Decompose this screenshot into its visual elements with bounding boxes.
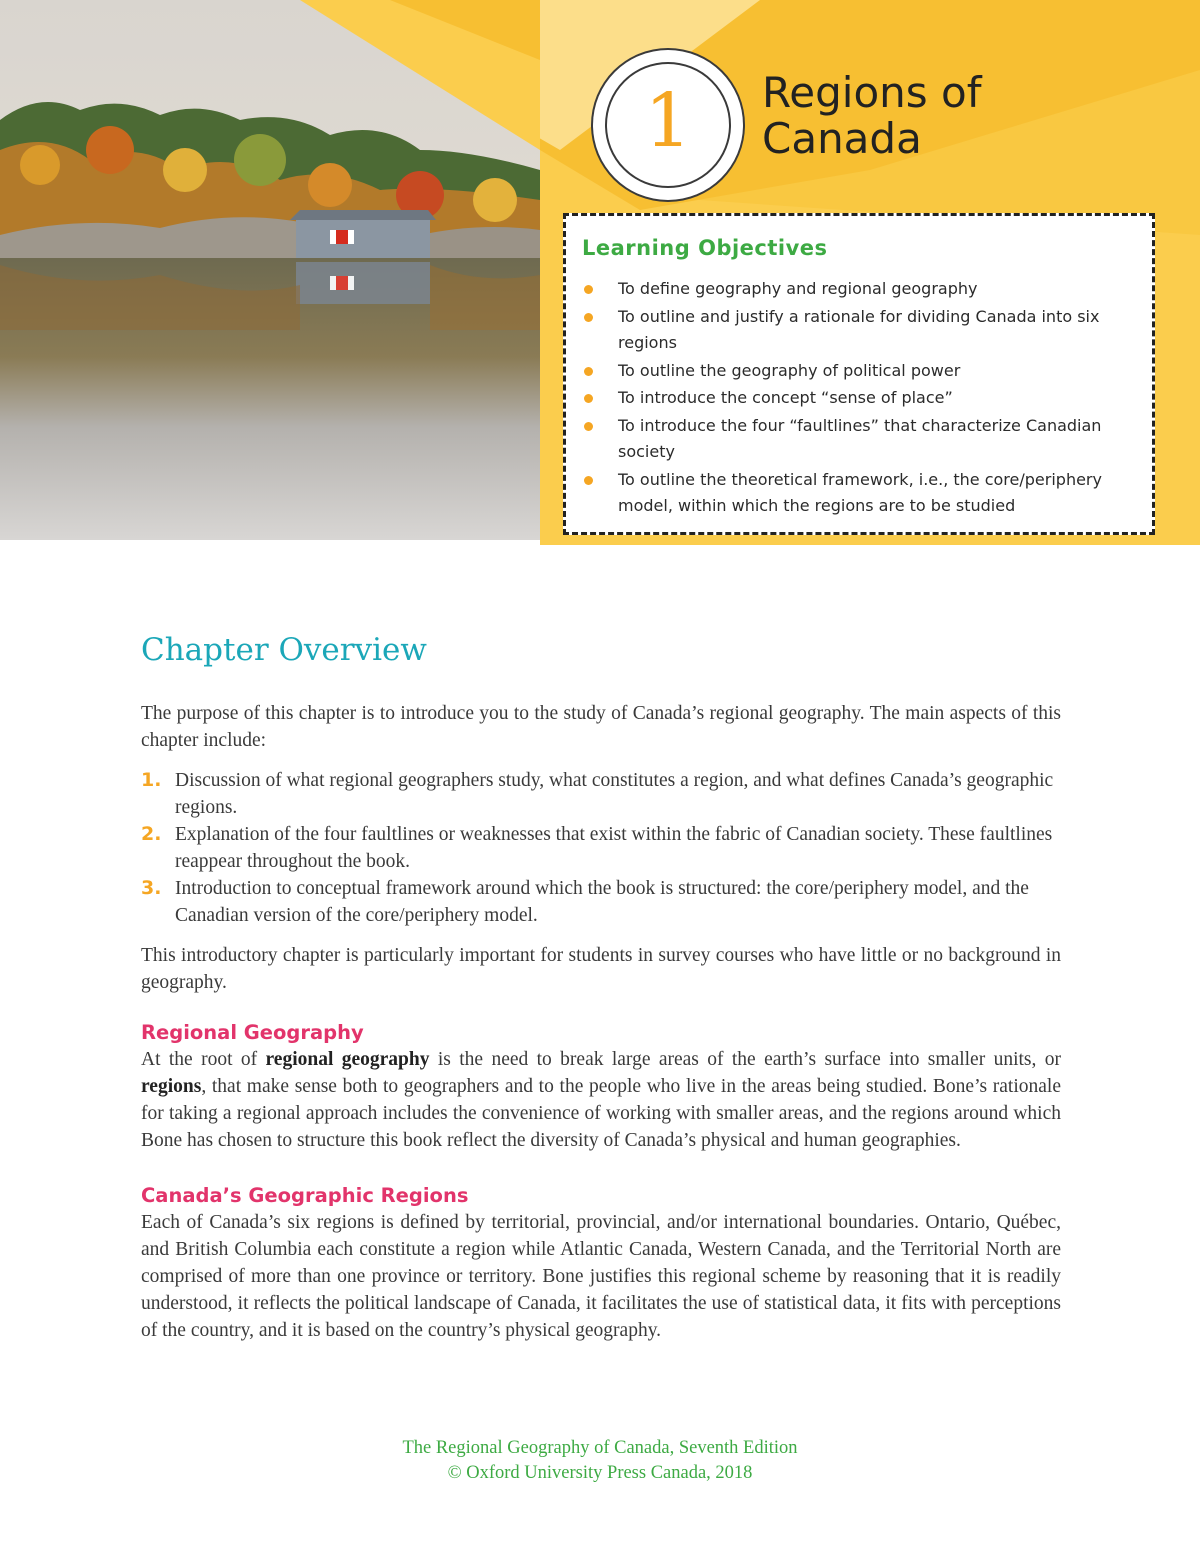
geographic-regions-paragraph: Each of Canada’s six regions is defined by territorial, provincial, and/or international boundaries. Ontario, Québec, and British Columbia each constitute a region while Atlantic Canada, Western Canada, and the Territorial North are comprised of more than one province or territory. Bone justifies this regional scheme by reasoning that it is readily understood, it reflects the political landscape of Canada, it facilitates the use of statistical data, it fits with perceptions of the country, and it is based on the country’s physical geography. [141,1212,1061,1341]
learning-objectives-title: Learning Objectives [582,236,828,260]
objective-text: To outline the geography of political power [618,360,961,380]
objective-text: To introduce the four “faultlines” that characterize Canadian society [618,415,1102,461]
overview-list [141,767,1061,929]
objective-text: To outline the theoretical framework, i.e., the core/periphery model, within which the regions are to be studied [618,469,1102,515]
objective-item [582,304,1138,357]
chapter-title [762,70,1162,162]
regional-geography-paragraph [141,1046,1061,1154]
overview-list-item [141,767,1061,821]
chapter-number-badge [597,54,739,196]
list-text: Discussion of what regional geographers study, what constitutes a region, and what defines Canada’s geographic regions. [175,770,1054,818]
objective-text: To define geography and regional geography [618,279,978,298]
chapter-title-line2: Canada [762,114,922,163]
regional-geography-heading: Regional Geography [141,1021,364,1044]
objective-item [582,413,1138,466]
bullet-icon [584,422,593,431]
objective-item [582,358,1138,385]
list-number: 2. [141,823,162,845]
list-number: 3. [141,877,162,899]
regional-geography-text-2: is the need to break large areas of the earth’s surface into smaller units, or [429,1049,1061,1070]
lake-boathouse-photo [0,0,540,540]
objective-item [582,385,1138,412]
overview-list-item [141,875,1061,929]
bullet-icon [584,367,593,376]
objective-item [582,467,1138,520]
learning-objectives-list [582,276,1138,520]
bullet-icon [584,285,593,294]
list-text: Explanation of the four faultlines or weaknesses that exist within the fabric of Canadian society. These faultlines reappear throughout the book. [175,824,1053,872]
overview-intro: The purpose of this chapter is to introduce you to the study of Canada’s regional geography. The main aspects of this chapter include: [141,703,1061,751]
key-term-regions: regions [141,1076,202,1097]
objective-text: To outline and justify a rationale for dividing Canada into six regions [618,306,1100,352]
objective-text: To introduce the concept “sense of place” [618,388,953,407]
regional-geography-text-3: , that make sense both to geographers and to the people who live in the areas being studied. Bone’s rationale for taking a regional approach includes the convenience of working with smaller areas, and the regions around which Bone has chosen to structure this book reflect the diversity of Canada’s physical and human geographies. [141,1076,1061,1151]
overview-list-item [141,821,1061,875]
chapter-header [0,0,1200,545]
bullet-icon [584,394,593,403]
list-text: Introduction to conceptual framework around which the book is structured: the core/periphery model, and the Canadian version of the core/periphery model. [175,878,1029,926]
chapter-overview-heading: Chapter Overview [141,632,427,668]
bullet-icon [584,476,593,485]
bullet-icon [584,313,593,322]
key-term-regional-geography: regional geography [265,1049,430,1070]
chapter-number: 1 [644,78,692,164]
objective-item [582,276,1138,303]
regional-geography-text-1: At the root of [141,1049,266,1070]
overview-closing: This introductory chapter is particularly important for students in survey courses who have little or no background in geography. [141,945,1061,993]
learning-objectives-box [563,213,1155,535]
geographic-regions-heading: Canada’s Geographic Regions [141,1184,469,1207]
footer-book-title: The Regional Geography of Canada, Seventh Edition [402,1438,798,1458]
footer-copyright: © Oxford University Press Canada, 2018 [447,1463,753,1483]
chapter-title-line1: Regions of [762,68,982,117]
page-footer [0,1436,1200,1486]
main-content [141,700,1061,1344]
list-number: 1. [141,769,162,791]
